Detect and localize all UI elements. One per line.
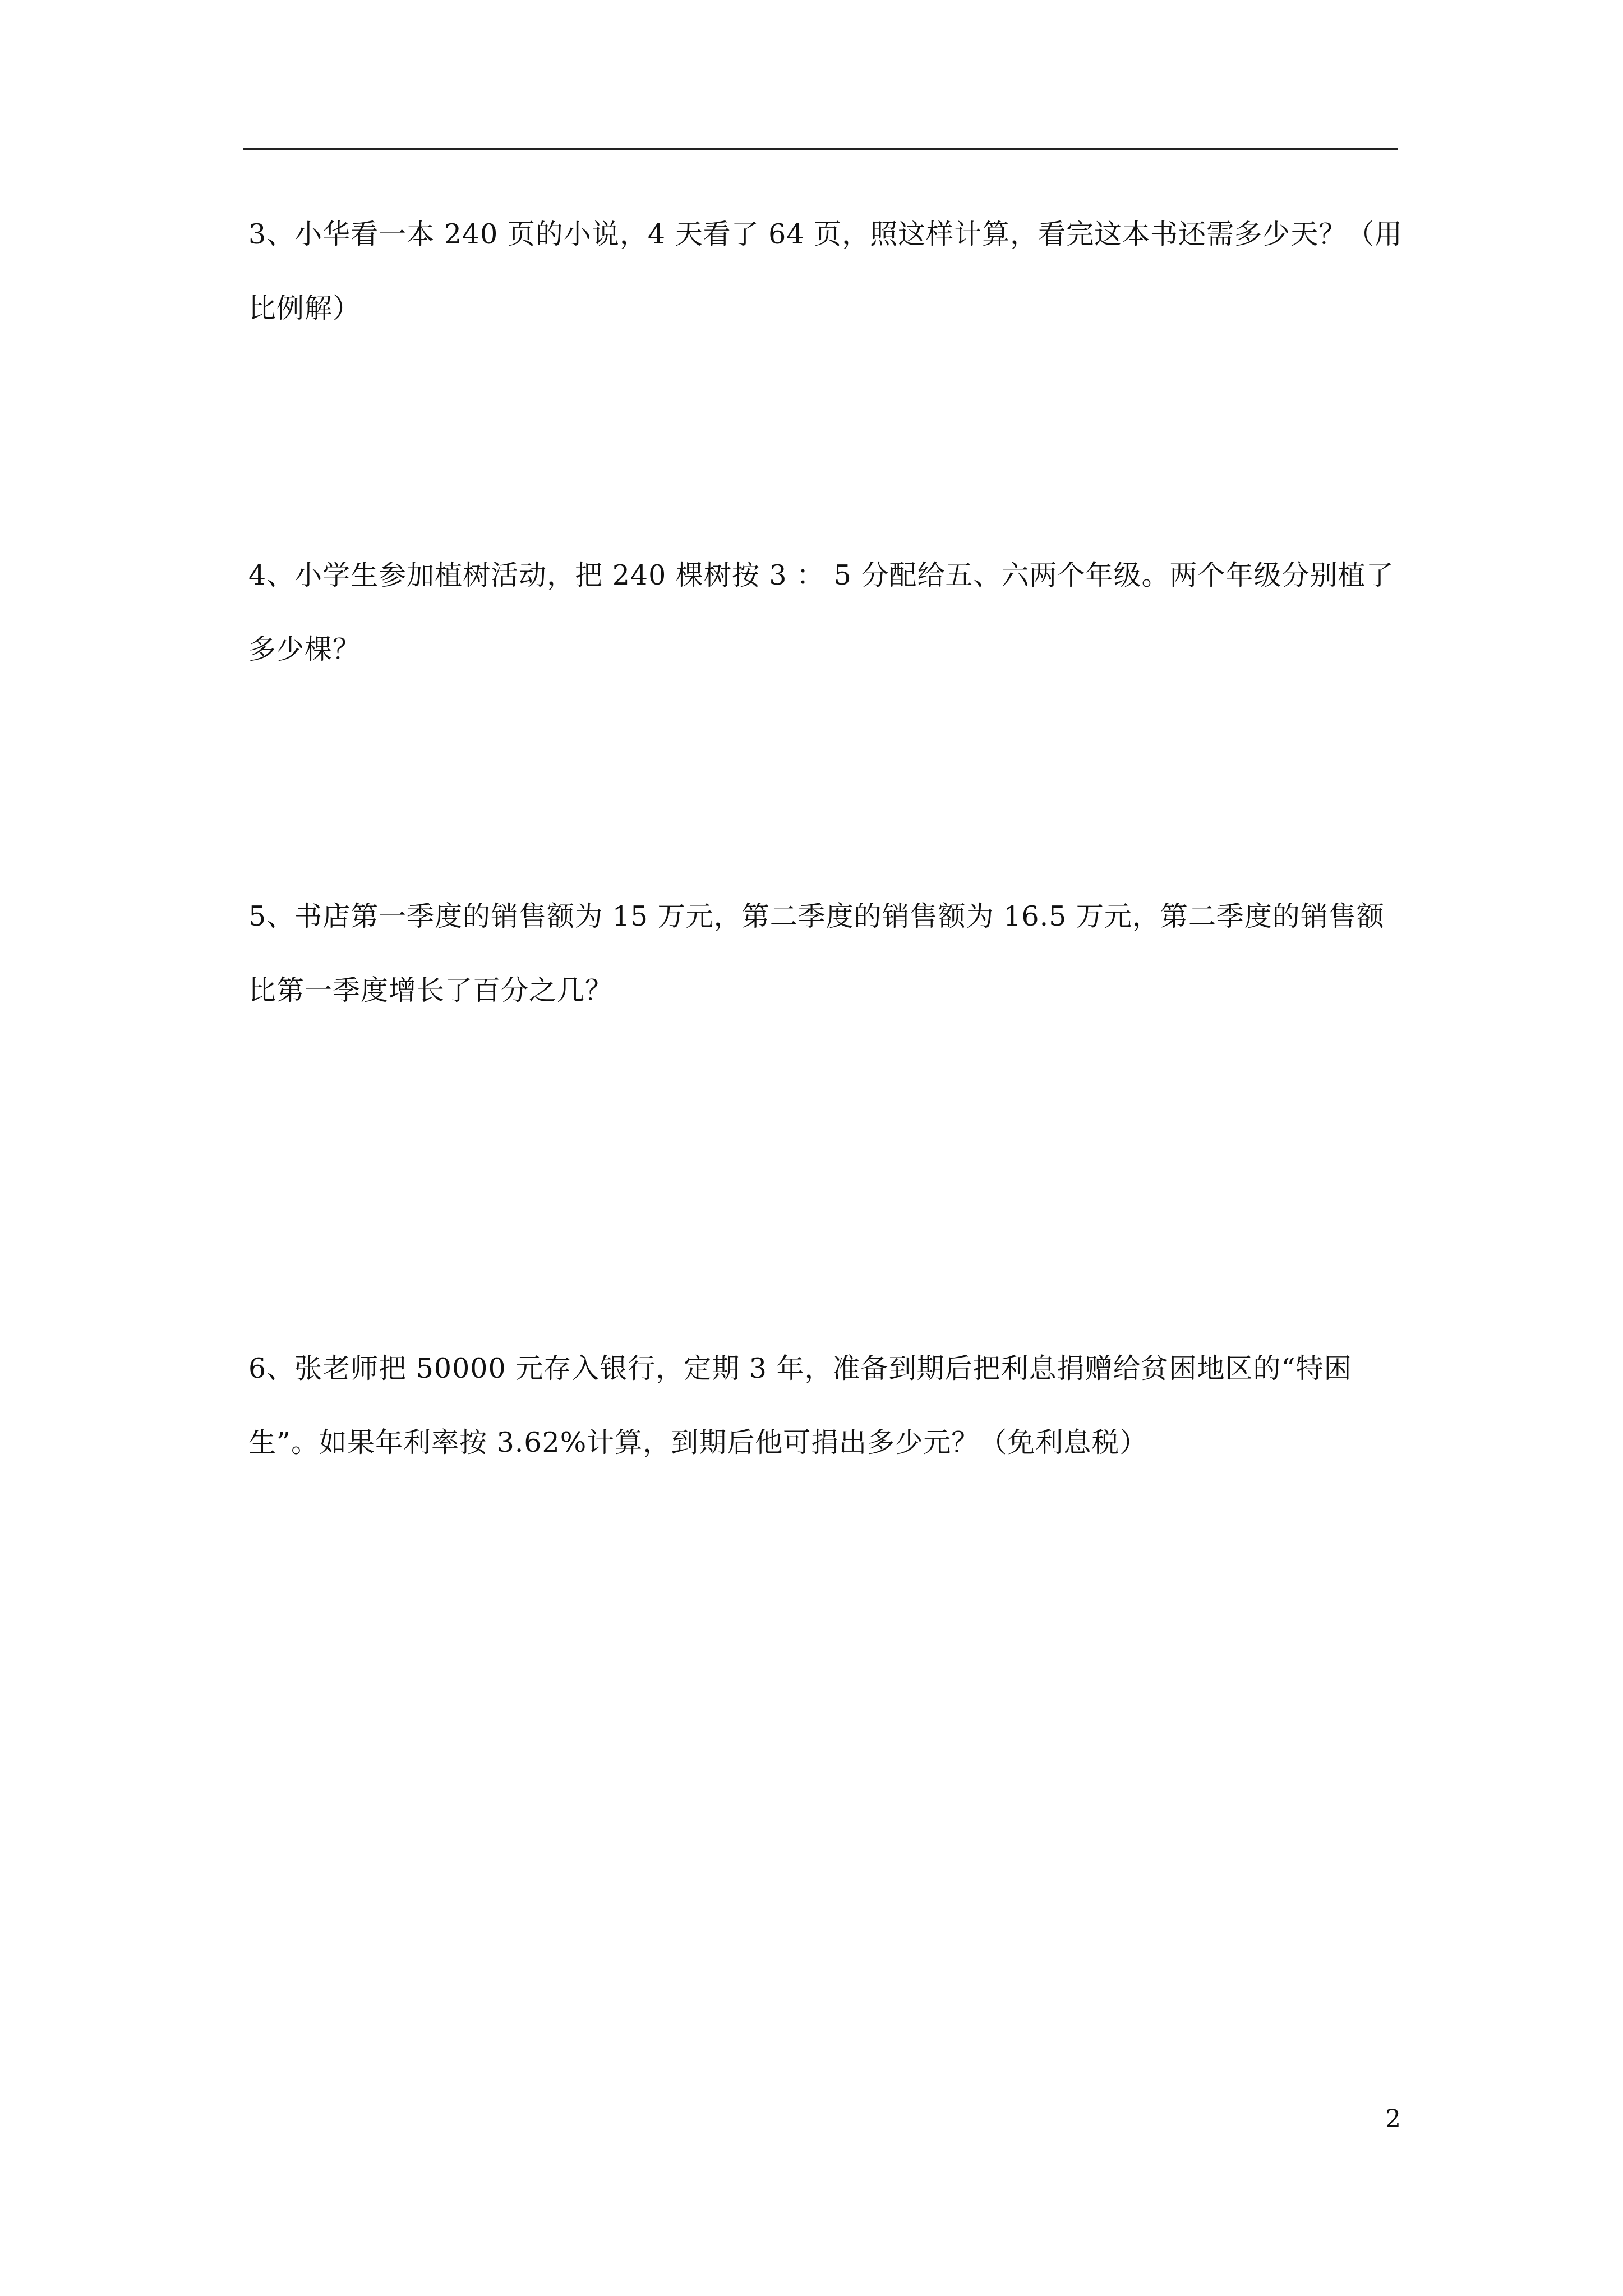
question-6-line-1: 6、张老师把 50000 元存入银行，定期 3 年，准备到期后把利息捐赠给贫困地区的“特困: [248, 1352, 1352, 1384]
question-3-line-1: 3、小华看一本 240 页的小说，4 天看了 64 页，照这样计算，看完这本书还需多少天？（用: [248, 218, 1403, 250]
question-5-line-2: 比第一季度增长了百分之几？: [248, 974, 614, 1006]
question-5: [248, 880, 1401, 1028]
page-number: 2: [1385, 2105, 1401, 2133]
question-3: [248, 197, 1401, 346]
question-5-line-1: 5、书店第一季度的销售额为 15 万元，第二季度的销售额为 16.5 万元，第二季度的销售额: [248, 900, 1385, 932]
question-6-line-2: 生”。如果年利率按 3.62%计算，到期后他可捐出多少元？（免利息税）: [248, 1427, 1148, 1458]
question-6: [248, 1332, 1401, 1480]
question-3-line-2: 比例解）: [248, 292, 361, 324]
question-4: [248, 539, 1401, 687]
header-rule: [243, 148, 1398, 150]
question-4-line-1: 4、小学生参加植树活动，把 240 棵树按 3 ： 5 分配给五、六两个年级。两个年级分别植了: [248, 559, 1394, 591]
question-4-line-2: 多少棵？: [248, 633, 361, 665]
